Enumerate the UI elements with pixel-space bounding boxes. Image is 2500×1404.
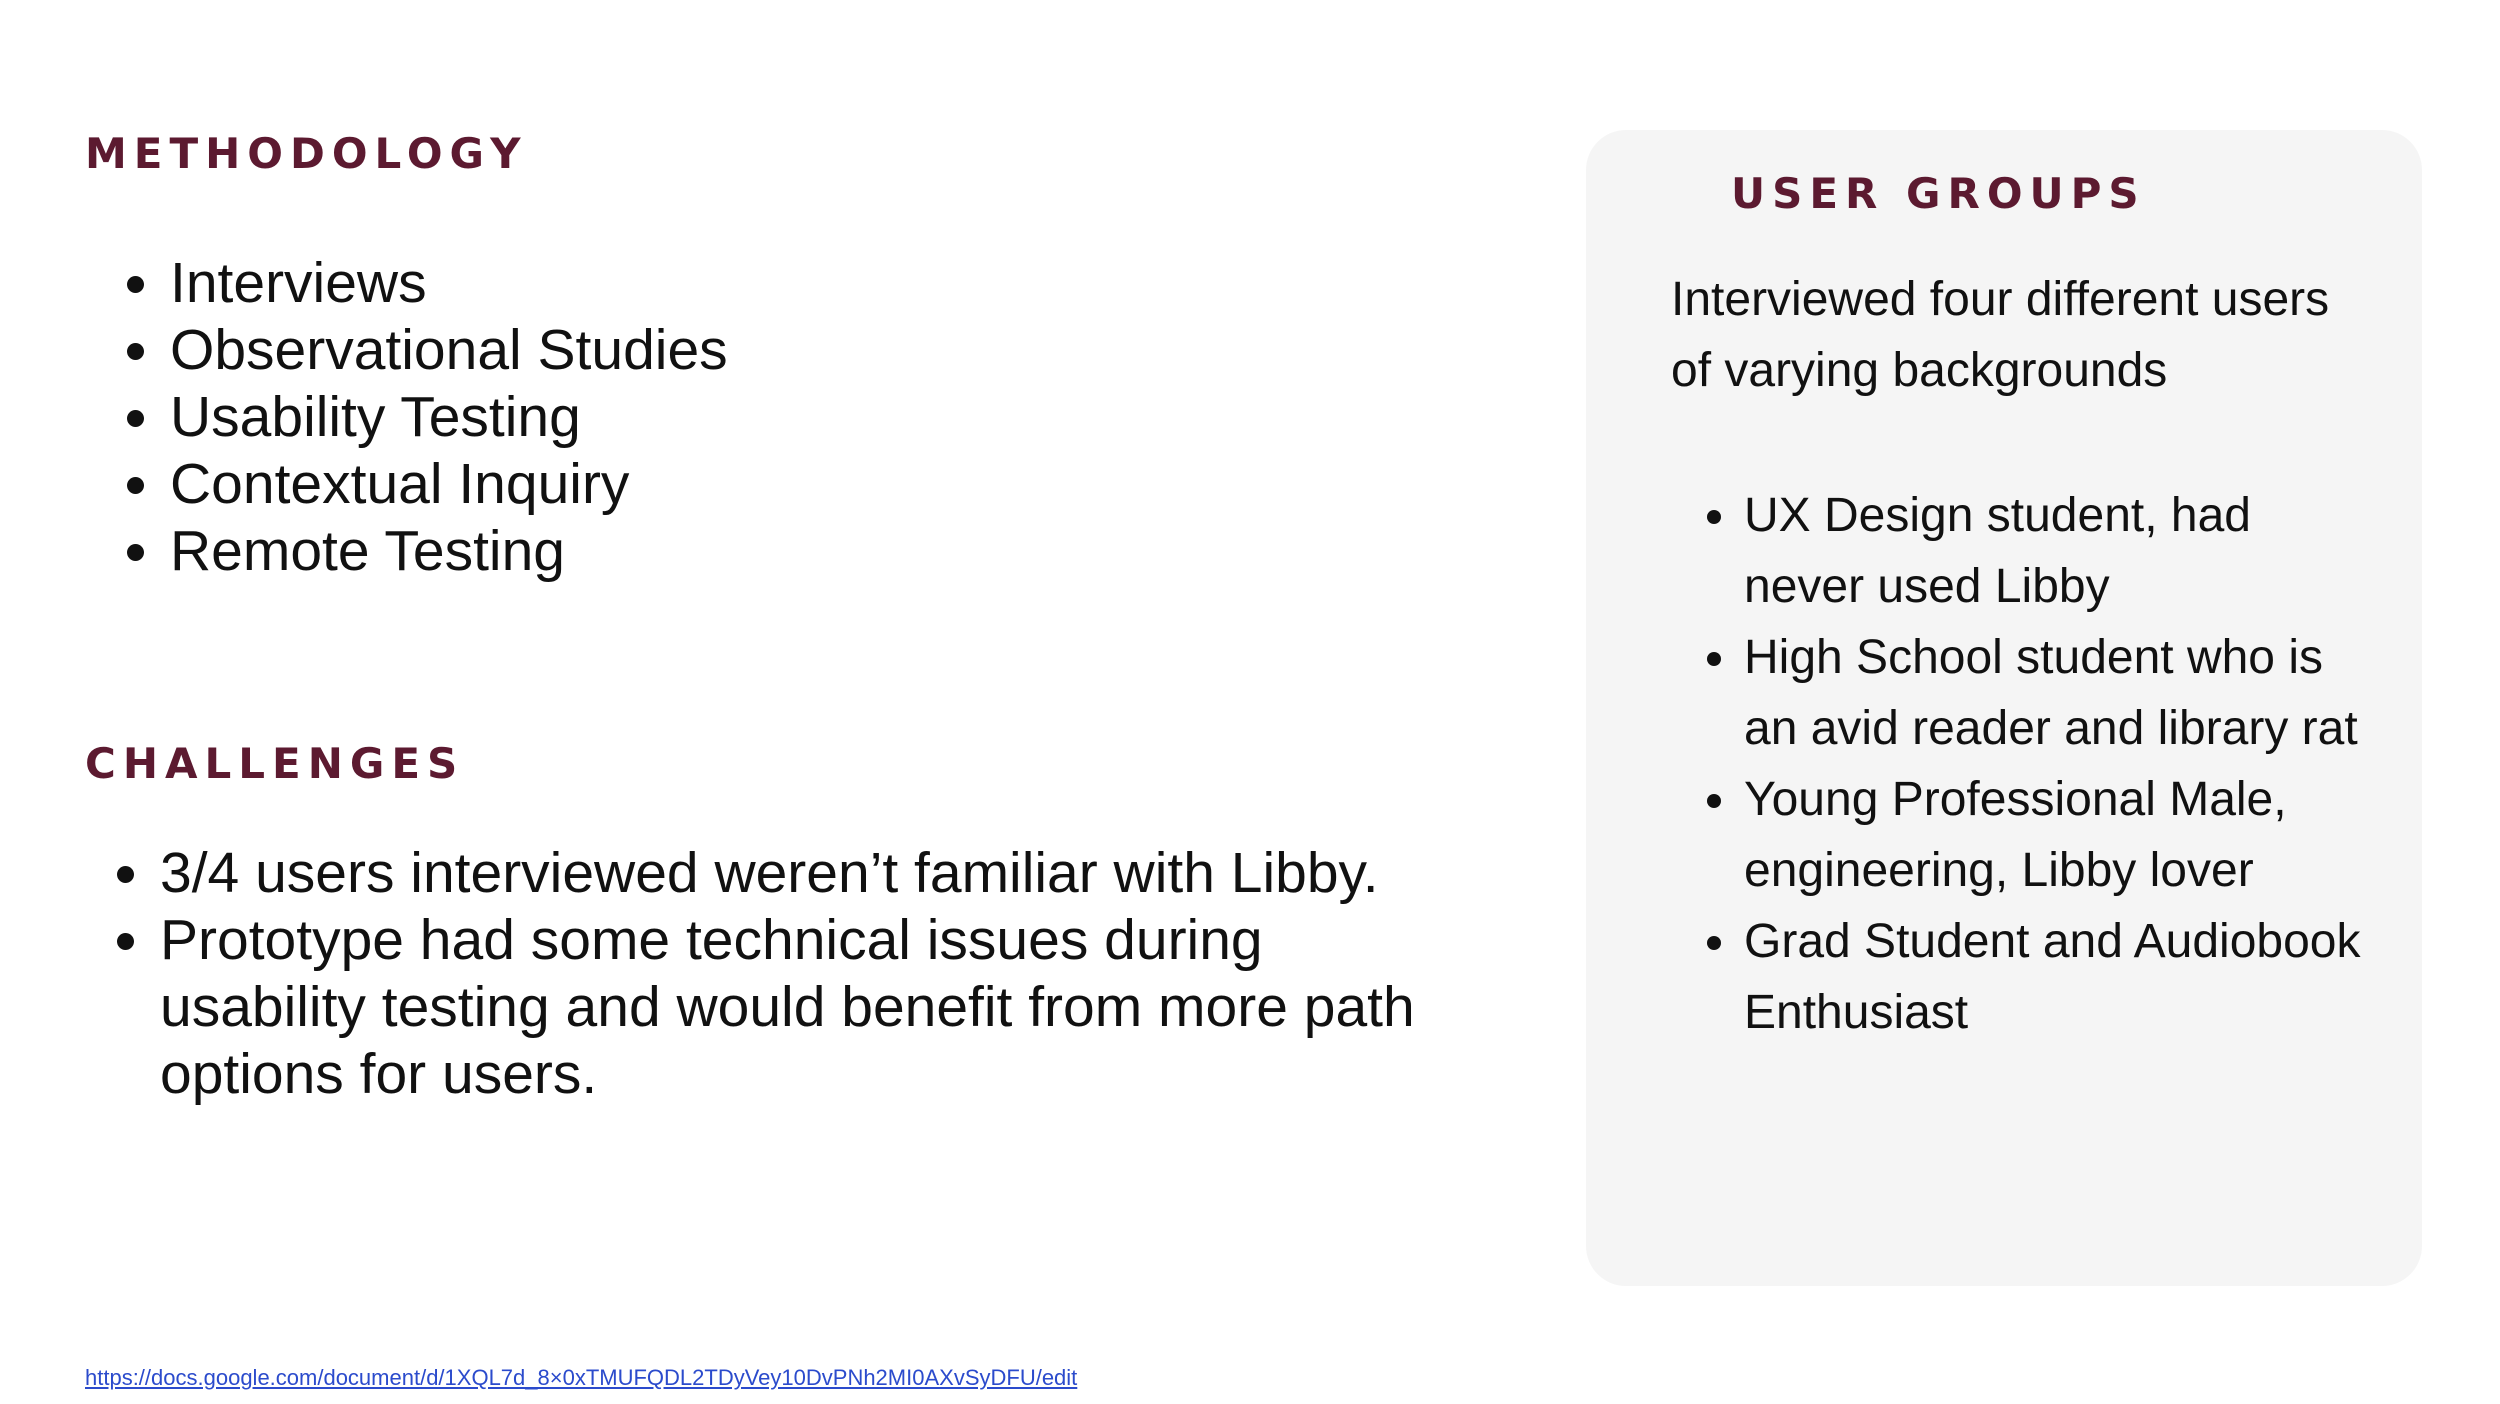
list-item: • Young Professional Male, engineering, Libby lover (1742, 764, 2362, 906)
list-item: • Grad Student and Audiobook Enthusiast (1742, 906, 2362, 1048)
challenges-list (158, 840, 1458, 1108)
user-groups-heading: USER GROUPS (1731, 169, 2146, 218)
list-item: • High School student who is an avid reader and library rat (1742, 622, 2362, 764)
challenges-heading: CHALLENGES (85, 739, 465, 788)
list-item: • 3/4 users interviewed weren’t familiar with Libby. (158, 840, 1458, 907)
source-link[interactable]: https://docs.google.com/document/d/1XQL7d_8×0xTMUFQDL2TDyVey10DvPNh2MI0AXvSyDFU/edit (85, 1365, 1078, 1390)
list-item: • Remote Testing (168, 518, 1368, 585)
user-groups-list (1742, 480, 2362, 1048)
methodology-heading: METHODOLOGY (85, 129, 528, 178)
list-item: • Observational Studies (168, 317, 1368, 384)
list-item: • Interviews (168, 250, 1368, 317)
list-item: • Usability Testing (168, 384, 1368, 451)
list-item: • Contextual Inquiry (168, 451, 1368, 518)
methodology-list (168, 250, 1368, 585)
user-groups-intro: Interviewed four different users of varying backgrounds (1671, 273, 2330, 397)
list-item: • Prototype had some technical issues during usability testing and would benefit from more path options for users. (158, 907, 1458, 1108)
list-item: • UX Design student, had never used Libby (1742, 480, 2362, 622)
